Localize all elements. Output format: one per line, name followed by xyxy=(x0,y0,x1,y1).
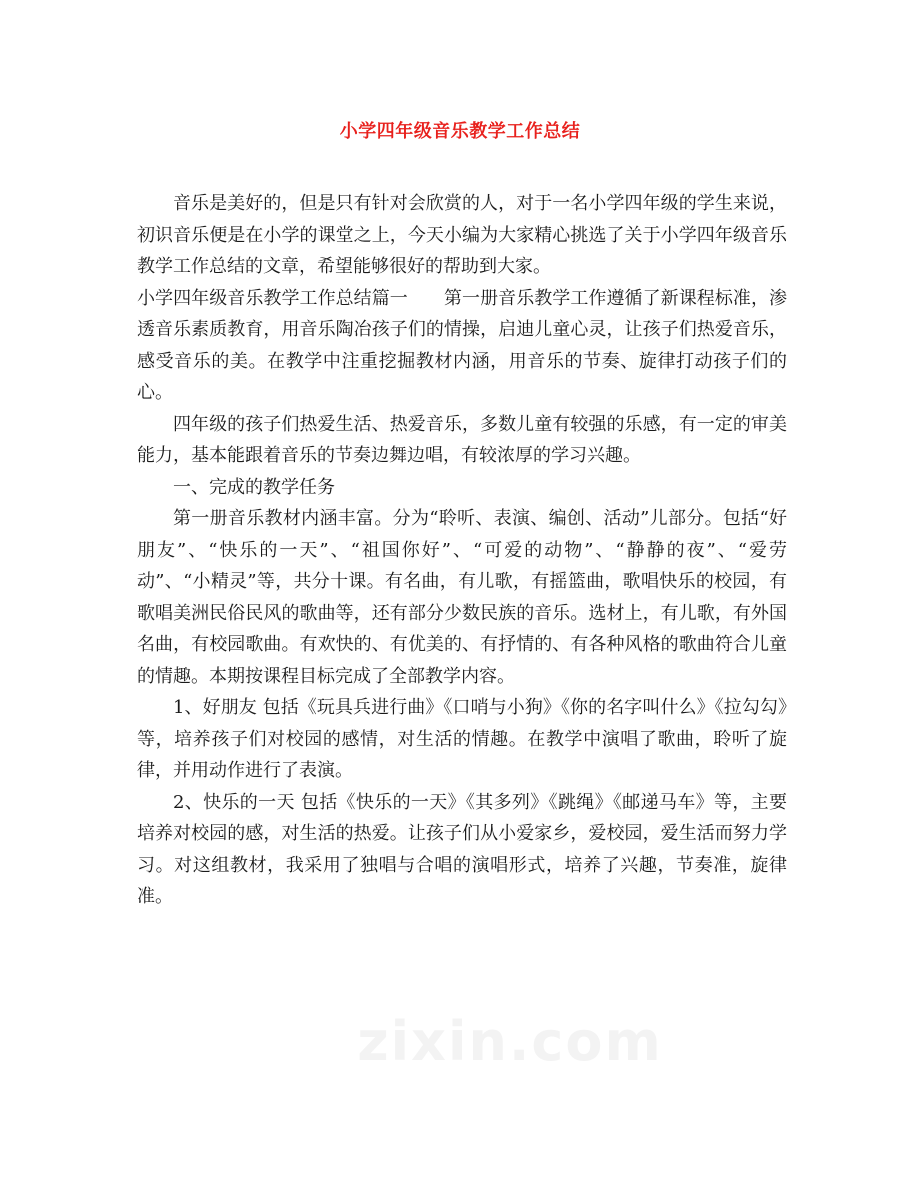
heading-teaching-tasks: 一、完成的教学任务 xyxy=(173,476,335,498)
document-title: 小学四年级音乐教学工作总结 xyxy=(339,121,581,142)
watermark-logo: zixin.com xyxy=(357,1010,663,1073)
paragraph-happy-day: 2、快乐的一天 包括《快乐的一天》《其多列》《跳绳》《邮递马车》等，主要培养对校园的感，对生活的热爱。让孩子们从小爱家乡，爱校园，爱生活而努力学习。对这组教材，我采用了独唱与合唱的演唱形式，培养了兴趣，节奏准，旋律准。 xyxy=(137,791,787,907)
paragraph-intro: 音乐是美好的，但是只有针对会欣赏的人，对于一名小学四年级的学生来说，初识音乐便是在小学的课堂之上，今天小编为大家精心挑选了关于小学四年级音乐教学工作总结的文章，希望能够很好的帮助到大家。 xyxy=(137,193,787,277)
document-body xyxy=(137,188,787,913)
paragraph-section-one-lead: 小学四年级音乐教学工作总结篇一 第一册音乐教学工作遵循了新课程标准，渗透音乐素质教育，用音乐陶冶孩子们的情操，启迪儿童心灵，让孩子们热爱音乐，感受音乐的美。在教学中注重挖掘教材内涵，用音乐的节奏、旋律打动孩子们的心。 xyxy=(137,287,787,403)
paragraph-textbook: 第一册音乐教材内涵丰富。分为“聆听、表演、编创、活动”儿部分。包括“好朋友”、“快乐的一天”、“祖国你好”、“可爱的动物”、“静静的夜”、“爱劳动”、“小精灵”等，共分十课。有名曲，有儿歌，有摇篮曲，歌唱快乐的校园，有歌唱美洲民俗民风的歌曲等，还有部分少数民族的音乐。选材上，有儿歌，有外国名曲，有校园歌曲。有欢快的、有优美的、有抒情的、有各种风格的歌曲符合儿童的情趣。本期按课程目标完成了全部教学内容。 xyxy=(137,508,787,687)
paragraph-students: 四年级的孩子们热爱生活、热爱音乐，多数儿童有较强的乐感，有一定的审美能力，基本能跟着音乐的节奏边舞边唱，有较浓厚的学习兴趣。 xyxy=(137,413,787,466)
paragraph-good-friends: 1、好朋友 包括《玩具兵进行曲》《口哨与小狗》《你的名字叫什么》《拉勾勾》等，培养孩子们对校园的感情，对生活的情趣。在教学中演唱了歌曲，聆听了旋律，并用动作进行了表演。 xyxy=(137,697,787,781)
